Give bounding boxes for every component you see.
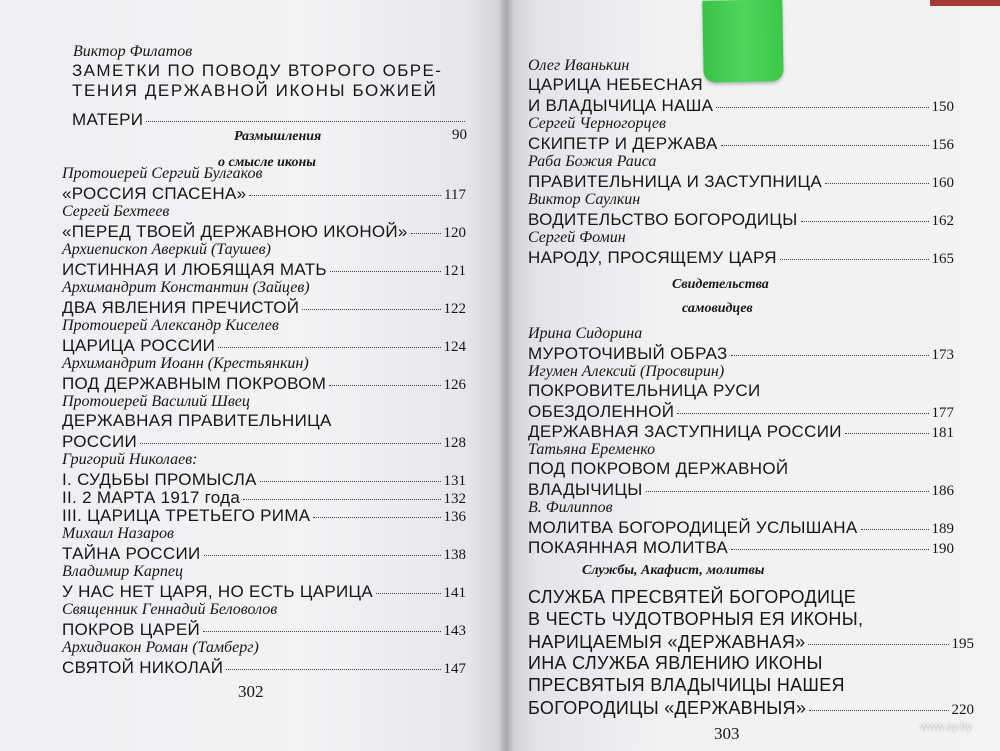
toc-entry-row bbox=[62, 260, 466, 280]
leader-dots bbox=[808, 644, 948, 645]
toc-entry-row bbox=[528, 134, 954, 154]
toc-entry-page: 156 bbox=[931, 137, 954, 153]
watermark: www.ay.by bbox=[920, 721, 972, 733]
toc-entry-page: 120 bbox=[443, 225, 466, 241]
toc-author: Архимандрит Константин (Зайцев) bbox=[62, 279, 310, 296]
toc-author: Ирина Сидорина bbox=[528, 325, 643, 342]
toc-first-title-line1: ЗАМЕТКИ ПО ПОВОДУ ВТОРОГО ОБРЕ- bbox=[72, 61, 443, 80]
green-bookmark bbox=[702, 0, 783, 83]
leader-dots bbox=[204, 555, 441, 556]
leader-dots bbox=[716, 107, 928, 108]
leader-dots bbox=[329, 385, 440, 386]
toc-entry-title: «ПЕРЕД ТВОЕЙ ДЕРЖАВНОЮ ИКОНОЙ» bbox=[62, 222, 408, 241]
toc-entry-row bbox=[62, 432, 466, 452]
toc-author: Протоиерей Василий Швец bbox=[62, 393, 250, 410]
toc-entry-page: 138 bbox=[443, 547, 466, 563]
book-cover-edge bbox=[930, 0, 1000, 6]
toc-entry-title: «РОССИЯ СПАСЕНА» bbox=[62, 184, 247, 203]
toc-first-title-line3: МАТЕРИ bbox=[72, 110, 144, 129]
toc-entry-row bbox=[528, 402, 954, 422]
toc-entry-title: ПОКРОВ ЦАРЕЙ bbox=[62, 620, 201, 639]
toc-entry-title: ПОКАЯННАЯ МОЛИТВА bbox=[528, 538, 729, 557]
toc-title: ИНА СЛУЖБА ЯВЛЕНИЮ ИКОНЫ bbox=[528, 653, 823, 673]
toc-entry-page: 136 bbox=[443, 509, 466, 525]
toc-entry-title: СВЯТОЙ НИКОЛАЙ bbox=[62, 658, 224, 677]
right-page bbox=[506, 0, 1000, 751]
toc-entry-title: БОГОРОДИЦЫ «ДЕРЖАВНЫЯ» bbox=[528, 698, 807, 718]
leader-dots bbox=[302, 309, 440, 310]
toc-entry-title: II. 2 МАРТА 1917 года bbox=[62, 488, 241, 507]
toc-entry-title: СКИПЕТР И ДЕРЖАВА bbox=[528, 134, 718, 153]
toc-title: В ЧЕСТЬ ЧУДОТВОРНЫЯ ЕЯ ИКОНЫ, bbox=[528, 609, 864, 629]
toc-author: Архидиакон Роман (Тамберг) bbox=[62, 639, 259, 656]
toc-entry-page: 143 bbox=[443, 623, 466, 639]
toc-entry-title: ПОД ДЕРЖАВНЫМ ПОКРОВОМ bbox=[62, 374, 327, 393]
toc-first-page: 90 bbox=[452, 127, 467, 143]
toc-entry-row bbox=[528, 632, 974, 653]
toc-entry-page: 165 bbox=[931, 251, 954, 267]
toc-title: ЦАРИЦА НЕБЕСНАЯ bbox=[528, 75, 703, 94]
toc-entry-page: 189 bbox=[931, 521, 954, 537]
toc-entry-page: 124 bbox=[443, 339, 466, 355]
leader-dots bbox=[140, 443, 441, 444]
toc-entry-row bbox=[62, 620, 466, 640]
section-heading-line1: Свидетельства bbox=[672, 277, 769, 292]
toc-title: ПОКРОВИТЕЛЬНИЦА РУСИ bbox=[528, 381, 761, 400]
toc-entry-page: 131 bbox=[443, 473, 466, 489]
toc-author: Архимандрит Иоанн (Крестьянкин) bbox=[62, 355, 309, 372]
leader-dots bbox=[203, 631, 440, 632]
toc-author: Раба Божия Раиса bbox=[528, 153, 657, 170]
toc-entry-page: 181 bbox=[931, 425, 954, 441]
section-heading: Службы, Акафист, молитвы bbox=[582, 563, 765, 578]
toc-entry-page: 150 bbox=[931, 99, 954, 115]
toc-entry-title: ПРАВИТЕЛЬНИЦА И ЗАСТУПНИЦА bbox=[528, 172, 822, 191]
leader-dots bbox=[260, 481, 441, 482]
toc-entry-row bbox=[528, 248, 954, 268]
toc-entry-title: ОБЕЗДОЛЕННОЙ bbox=[528, 402, 675, 421]
toc-author: Владимир Карпец bbox=[62, 563, 183, 580]
toc-entry-row bbox=[62, 184, 466, 204]
toc-entry-title: НАРОДУ, ПРОСЯЩЕМУ ЦАРЯ bbox=[528, 248, 777, 267]
toc-author: В. Филиппов bbox=[528, 499, 613, 516]
toc-entry-title: ТАЙНА РОССИИ bbox=[62, 544, 201, 563]
toc-entry-title: И ВЛАДЫЧИЦА НАША bbox=[528, 96, 714, 115]
leader-dots bbox=[809, 710, 948, 711]
toc-entry-page: 160 bbox=[931, 175, 954, 191]
toc-author: Архиепископ Аверкий (Таушев) bbox=[62, 241, 271, 258]
toc-entry-page: 162 bbox=[931, 213, 954, 229]
toc-author: Сергей Фомин bbox=[528, 229, 626, 246]
toc-author: Сергей Черногорцев bbox=[528, 115, 666, 132]
toc-first-author: Виктор Филатов bbox=[73, 43, 193, 60]
toc-entry-title: У НАС НЕТ ЦАРЯ, НО ЕСТЬ ЦАРИЦА bbox=[62, 582, 374, 601]
toc-title: ПРЕСВЯТЫЯ ВЛАДЫЧИЦЫ НАШЕЯ bbox=[528, 675, 845, 695]
toc-entry-row bbox=[62, 488, 466, 508]
toc-title: ПОД ПОКРОВОМ ДЕРЖАВНОЙ bbox=[528, 459, 789, 478]
toc-entry-title: ЦАРИЦА РОССИИ bbox=[62, 336, 216, 355]
toc-entry-row bbox=[528, 480, 954, 500]
leader-dots bbox=[721, 145, 929, 146]
toc-first-last-line bbox=[72, 102, 468, 130]
leader-dots bbox=[801, 221, 929, 222]
toc-entry-row bbox=[62, 336, 466, 356]
toc-author: Михаил Назаров bbox=[62, 525, 174, 542]
toc-title: СЛУЖБА ПРЕСВЯТЕЙ БОГОРОДИЦЕ bbox=[528, 587, 857, 607]
toc-entry-page: 128 bbox=[443, 435, 466, 451]
toc-author: Сергей Бехтеев bbox=[62, 203, 170, 220]
toc-entry-row bbox=[528, 172, 954, 192]
toc-entry-page: 132 bbox=[443, 491, 466, 507]
leader-dots bbox=[218, 347, 440, 348]
toc-entry-page: 190 bbox=[931, 541, 954, 557]
leader-dots bbox=[845, 433, 929, 434]
section-heading-line2: о смысле иконы bbox=[218, 155, 316, 170]
toc-entry-page: 121 bbox=[443, 263, 466, 279]
leader-dots bbox=[249, 195, 441, 196]
toc-author: Виктор Саулкин bbox=[528, 191, 641, 208]
section-heading-line2: самовидцев bbox=[682, 301, 753, 316]
toc-entry-row bbox=[62, 298, 466, 318]
toc-entry-title: ДВА ЯВЛЕНИЯ ПРЕЧИСТОЙ bbox=[62, 298, 300, 317]
section-heading-line1: Размышления bbox=[234, 129, 322, 144]
page-number-left: 302 bbox=[238, 682, 264, 701]
toc-entry-title: МОЛИТВА БОГОРОДИЦЕЙ УСЛЫШАНА bbox=[528, 518, 858, 537]
toc-entry-row bbox=[62, 374, 466, 394]
leader-dots bbox=[731, 355, 929, 356]
toc-author: Григорий Николаев: bbox=[62, 451, 198, 468]
toc-title: ДЕРЖАВНАЯ ПРАВИТЕЛЬНИЦА bbox=[62, 411, 332, 430]
toc-entry-row bbox=[528, 698, 974, 719]
toc-entry-page: 220 bbox=[951, 702, 974, 718]
toc-author: Протоиерей Сергий Булгаков bbox=[62, 165, 263, 182]
toc-author: Игумен Алексий (Просвирин) bbox=[528, 363, 725, 380]
toc-entry-title: МУРОТОЧИВЫЙ ОБРАЗ bbox=[528, 344, 728, 363]
toc-entry-page: 195 bbox=[951, 636, 974, 652]
toc-entry-page: 186 bbox=[931, 483, 954, 499]
toc-entry-title: ВЛАДЫЧИЦЫ bbox=[528, 480, 643, 499]
toc-entry-row bbox=[62, 222, 466, 242]
toc-entry-row bbox=[528, 538, 954, 558]
toc-entry-row bbox=[528, 422, 954, 442]
toc-entry-page: 147 bbox=[443, 661, 466, 677]
page-number-right: 303 bbox=[714, 724, 740, 743]
toc-entry-row bbox=[62, 506, 466, 526]
toc-author: Протоиерей Александр Киселев bbox=[62, 317, 279, 334]
toc-entry-row bbox=[528, 518, 954, 538]
leader-dots bbox=[731, 549, 928, 550]
toc-entry-title: НАРИЦАЕМЫЯ «ДЕРЖАВНАЯ» bbox=[528, 632, 806, 652]
toc-entry-row bbox=[62, 470, 466, 490]
leader-dots bbox=[411, 233, 441, 234]
toc-entry-page: 126 bbox=[443, 377, 466, 393]
toc-entry-row bbox=[528, 344, 954, 364]
toc-author: Татьяна Еременко bbox=[528, 441, 656, 458]
toc-entry-page: 117 bbox=[444, 187, 466, 203]
toc-entry-row bbox=[528, 96, 954, 116]
toc-author: Священник Геннадий Беловолов bbox=[62, 601, 278, 618]
leader-dots bbox=[861, 529, 929, 530]
toc-entry-title: ДЕРЖАВНАЯ ЗАСТУПНИЦА РОССИИ bbox=[528, 422, 842, 441]
toc-entry-row bbox=[62, 544, 466, 564]
leader-dots bbox=[780, 259, 929, 260]
toc-first-title-line2: ТЕНИЯ ДЕРЖАВНОЙ ИКОНЫ БОЖИЕЙ bbox=[72, 81, 438, 100]
toc-entry-title: РОССИИ bbox=[62, 432, 137, 451]
leader-dots bbox=[330, 271, 441, 272]
leader-dots bbox=[646, 491, 929, 492]
toc-entry-title: I. СУДЬБЫ ПРОМЫСЛА bbox=[62, 470, 257, 489]
toc-entry-row bbox=[528, 210, 954, 230]
toc-entry-title: ВОДИТЕЛЬСТВО БОГОРОДИЦЫ bbox=[528, 210, 798, 229]
toc-entry-page: 177 bbox=[931, 405, 954, 421]
toc-author: Олег Иванькин bbox=[528, 57, 630, 74]
leader-dots bbox=[243, 499, 440, 500]
toc-entry-page: 141 bbox=[443, 585, 466, 601]
leader-dots bbox=[376, 593, 440, 594]
leader-dots bbox=[146, 121, 465, 122]
toc-entry-title: III. ЦАРИЦА ТРЕТЬЕГО РИМА bbox=[62, 506, 311, 525]
toc-entry-page: 173 bbox=[931, 347, 954, 363]
toc-entry-page: 122 bbox=[443, 301, 466, 317]
toc-entry-title: ИСТИННАЯ И ЛЮБЯЩАЯ МАТЬ bbox=[62, 260, 327, 279]
leader-dots bbox=[226, 669, 440, 670]
toc-entry-row bbox=[62, 582, 466, 602]
toc-entry-row bbox=[62, 658, 466, 678]
leader-dots bbox=[313, 517, 440, 518]
leader-dots bbox=[677, 413, 928, 414]
leader-dots bbox=[825, 183, 929, 184]
